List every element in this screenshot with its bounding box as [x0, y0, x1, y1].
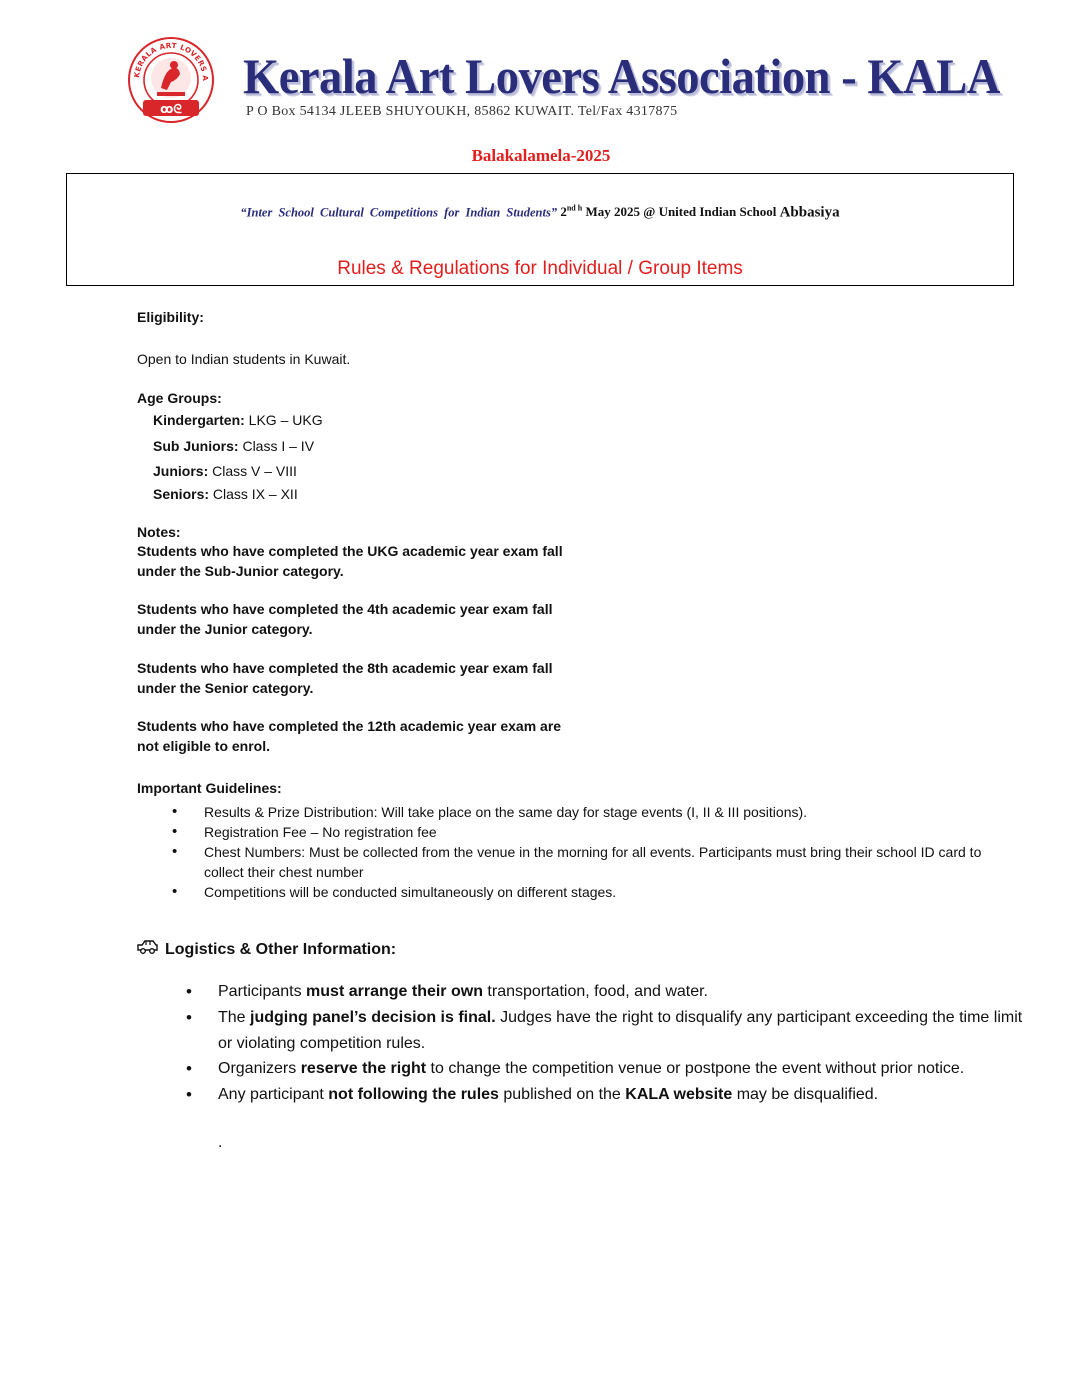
item-text: or violating competition rules. [218, 1034, 426, 1052]
item-text: transportation, food, and water. [482, 983, 708, 1000]
item-emphasis: must arrange their own [306, 983, 483, 1000]
date-day: 2 [560, 204, 567, 220]
eligibility-heading: Eligibility: [137, 309, 204, 325]
list-item: • Chest Numbers: Must be collected from the venue in the morning for all events. Participants must bring their school ID card to [172, 842, 981, 862]
eligibility-text: Open to Indian students in Kuwait. [137, 351, 351, 367]
item-emphasis: KALA website [625, 1086, 733, 1104]
notes-heading: Notes: [137, 524, 181, 540]
date-rest: May 2025 @ United Indian School [585, 204, 777, 220]
age-group-value: Class V – VIII [208, 463, 297, 479]
list-item [186, 1005, 1022, 1031]
trailing-period: . [218, 1134, 223, 1151]
age-group-value: Class I – IV [238, 438, 315, 454]
list-item [186, 1056, 1022, 1082]
age-groups-heading: Age Groups: [137, 390, 222, 406]
event-tagline [67, 204, 1013, 221]
item-emphasis: reserve the right [300, 1060, 427, 1078]
event-info-box [66, 173, 1014, 286]
age-group-sub-juniors [153, 436, 314, 456]
org-title: Kerala Art Lovers Association - KALA [243, 48, 1000, 104]
list-item: • Registration Fee – No registration fee [172, 822, 981, 842]
age-group-value: Class IX – XII [209, 486, 298, 502]
item-text: Participants [218, 983, 307, 1000]
list-item: • Competitions will be conducted simultaneously on different stages. [172, 882, 981, 902]
note-line: under the Sub-Junior category. [137, 562, 344, 579]
age-group-kindergarten [153, 410, 323, 430]
age-group-value: LKG – UKG [244, 412, 323, 428]
age-group-juniors [153, 461, 297, 481]
age-group-label: Juniors: [153, 463, 209, 479]
note-line: Students who have completed the 4th academic year exam fall [137, 601, 553, 617]
age-group-seniors [153, 484, 298, 504]
event-date [560, 204, 776, 219]
note-line: Students who have completed the 8th academic year exam fall [137, 660, 553, 676]
guidelines-heading: Important Guidelines: [137, 780, 282, 796]
note-line: under the Senior category. [137, 679, 314, 696]
list-item [186, 979, 1022, 1005]
event-title: Balakalamela-2025 [471, 146, 611, 165]
svg-text:KERALA ART LOVERS ASSOCIATION: KERALA ART LOVERS A [132, 40, 211, 82]
date-suffix: nd h [566, 204, 583, 213]
note-paragraph [137, 600, 552, 639]
item-emphasis: not following the rules [328, 1086, 499, 1104]
item-text: The [218, 1008, 251, 1026]
logistics-heading [137, 940, 396, 959]
item-emphasis: judging panel’s decision is final. [250, 1008, 496, 1026]
note-paragraph [137, 717, 561, 756]
item-text: Organizers [218, 1060, 301, 1078]
item-text: Judges have the right to disqualify any participant exceeding the time limit [495, 1008, 1023, 1026]
item-text: Any participant [218, 1086, 329, 1104]
list-item [186, 1082, 1022, 1108]
age-group-label: Seniors: [153, 486, 210, 502]
logistics-list [186, 979, 1022, 1108]
age-group-label: Kindergarten: [153, 412, 245, 428]
item-text: to change the competition venue or postpone the event without prior notice. [426, 1060, 965, 1078]
note-line: Students who have completed the UKG academic year exam fall [137, 543, 563, 559]
note-paragraph [137, 659, 552, 698]
svg-text:ꝏᘓ: ꝏᘓ [160, 102, 182, 116]
rules-heading: Rules & Regulations for Individual / Group Items [337, 258, 743, 279]
list-item-continuation [186, 1031, 1022, 1057]
note-paragraph [137, 542, 563, 581]
item-text: published on the [498, 1086, 626, 1104]
event-place: Abbasiya [779, 204, 840, 221]
org-address: P O Box 54134 JLEEB SHUYOUKH, 85862 KUWAIT. Tel/Fax 4317875 [246, 104, 678, 119]
vehicle-icon [137, 940, 158, 959]
item-text: may be disqualified. [732, 1086, 879, 1104]
list-item: • Results & Prize Distribution: Will take place on the same day for stage events (I, II & III positions). [172, 802, 981, 822]
logistics-heading-text: Logistics & Other Information: [165, 940, 397, 958]
list-item-continuation: collect their chest number [204, 864, 364, 880]
guidelines-list [172, 802, 981, 902]
tagline-quote: “Inter School Cultural Competitions for Indian Students” [240, 205, 558, 220]
note-line: under the Junior category. [137, 620, 313, 637]
note-line: Students who have completed the 12th academic year exam are [137, 718, 562, 734]
age-group-label: Sub Juniors: [153, 438, 239, 454]
note-line: not eligible to enrol. [137, 737, 270, 754]
kala-emblem-seal [127, 36, 215, 124]
